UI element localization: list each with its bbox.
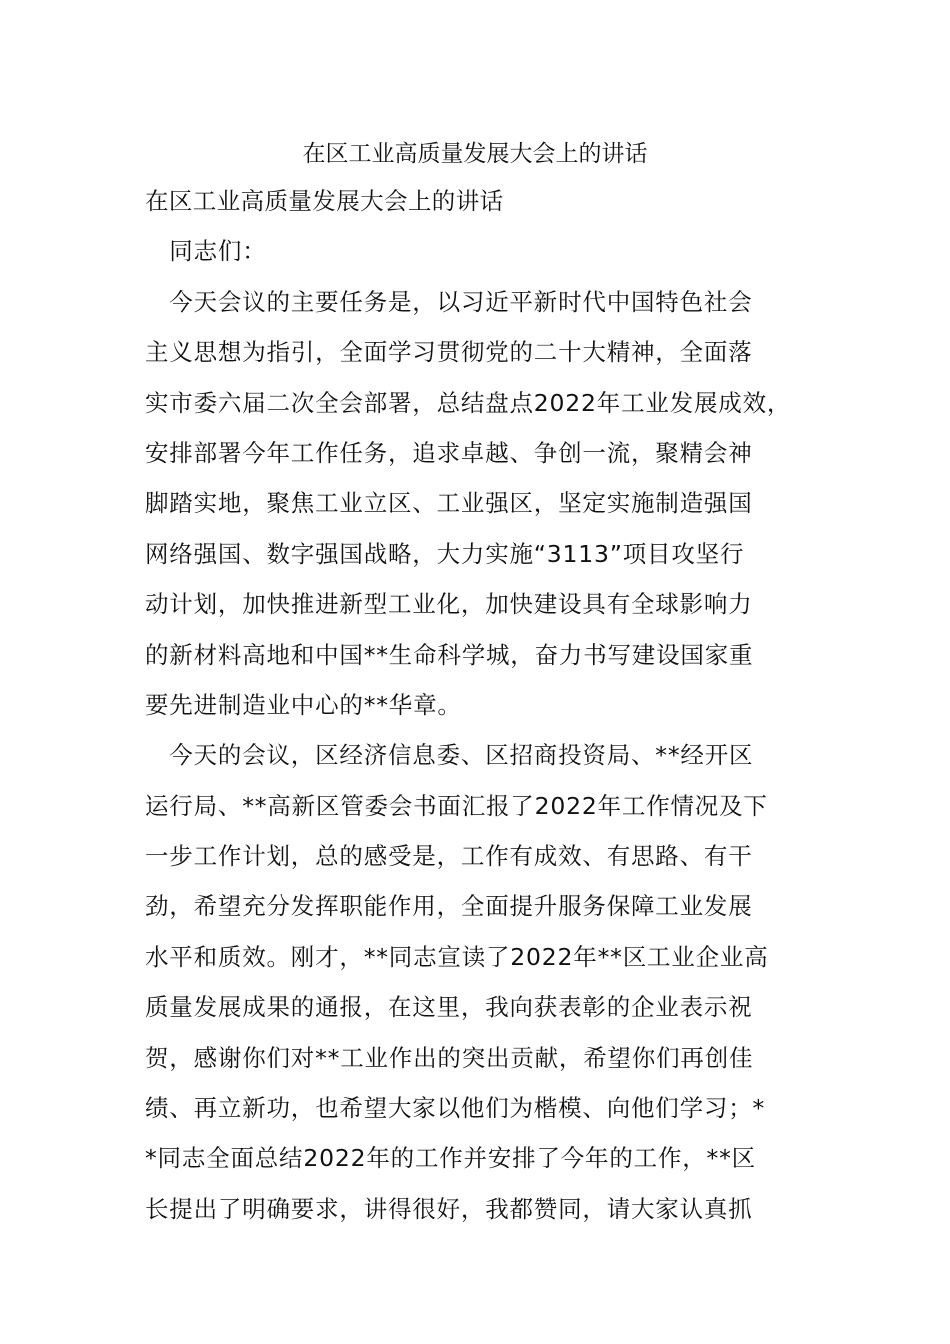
text-line: 绩、再立新功，也希望大家以他们为楷模、向他们学习；*: [145, 1094, 766, 1123]
text-line: 的新材料高地和中国**生命科学城，奋力书写建设国家重: [145, 640, 754, 669]
text-line: 脚踏实地，聚焦工业立区、工业强区，坚定实施制造强国: [145, 489, 753, 518]
text-line: 今天会议的主要任务是，以习近平新时代中国特色社会: [145, 287, 753, 316]
salutation-line: 同志们：: [145, 237, 267, 266]
text-line: 今天的会议，区经济信息委、区招商投资局、**经开区: [145, 741, 754, 770]
text-line: 水平和质效。刚才，**同志宣读了2022年**区工业企业高: [145, 942, 769, 971]
text-line: 安排部署今年工作任务，追求卓越、争创一流，聚精会神: [145, 438, 753, 467]
text-line: 主义思想为指引，全面学习贯彻党的二十大精神，全面落: [145, 338, 753, 367]
text-line: 要先进制造业中心的**华章。: [145, 690, 462, 719]
text-line: 一步工作计划，总的感受是，工作有成效、有思路、有干: [145, 842, 753, 871]
text-line: 贺，感谢你们对**工业作出的突出贡献，希望你们再创佳: [145, 1043, 754, 1072]
text-line: 劲，希望充分发挥职能作用，全面提升服务保障工业发展: [145, 892, 753, 921]
page-title: 在区工业高质量发展大会上的讲话: [302, 141, 648, 167]
text-line: 质量发展成果的通报，在这里，我向获表彰的企业表示祝: [145, 993, 753, 1022]
subtitle-line: 在区工业高质量发展大会上的讲话: [145, 187, 504, 215]
document-body: [145, 186, 815, 1244]
text-line: 长提出了明确要求，讲得很好，我都赞同，请大家认真抓: [145, 1194, 753, 1223]
text-line: 实市委六届二次全会部署，总结盘点2022年工业发展成效，: [145, 388, 792, 417]
text-line: 运行局、**高新区管委会书面汇报了2022年工作情况及下: [145, 791, 768, 820]
text-line: 动计划，加快推进新型工业化，加快建设具有全球影响力: [145, 590, 753, 619]
text-line: 网络强国、数字强国战略，大力实施“3113”项目攻坚行: [145, 539, 745, 568]
text-line: *同志全面总结2022年的工作并安排了今年的工作，**区: [145, 1144, 756, 1173]
